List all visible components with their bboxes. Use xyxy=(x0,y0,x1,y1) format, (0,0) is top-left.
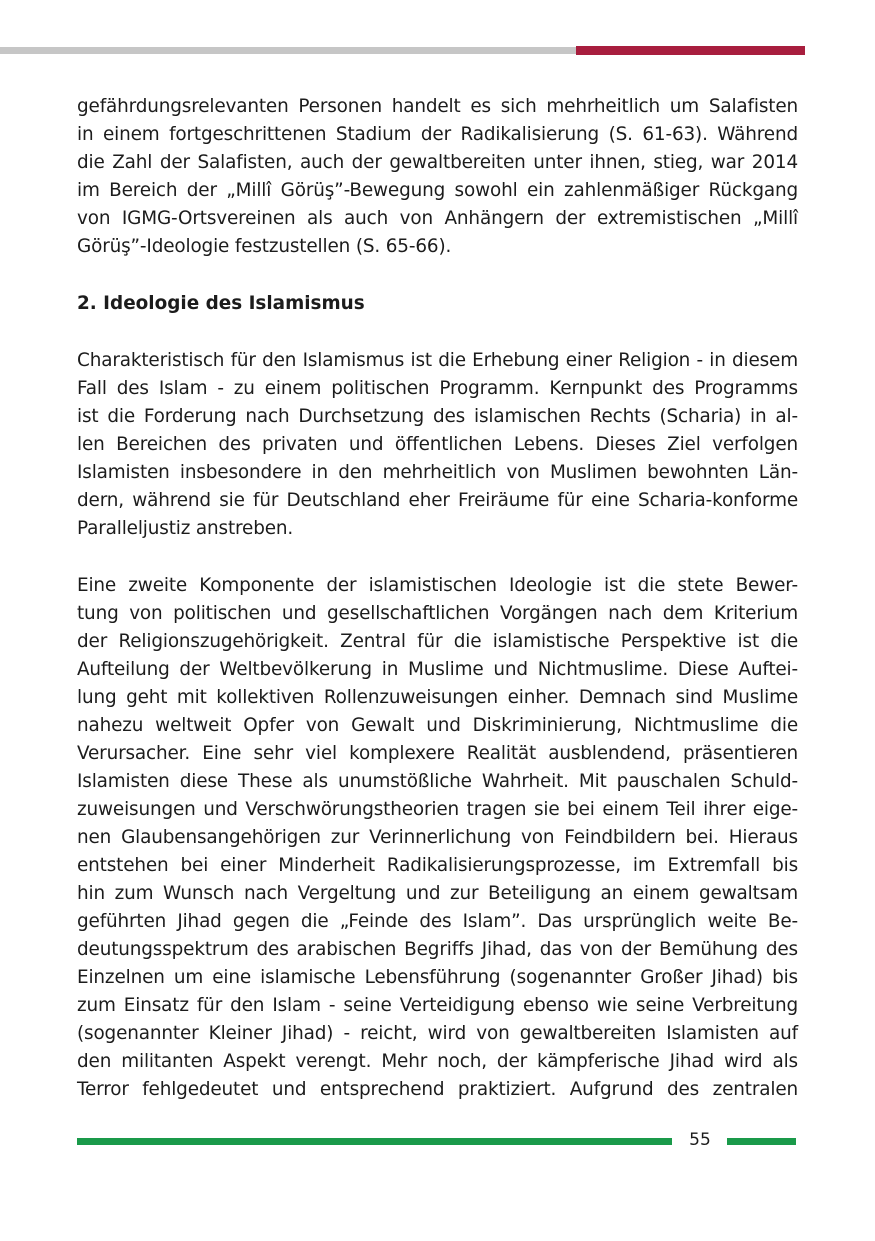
paragraph-2-line-6: dern, während sie für Deutschland eher Freiräume für eine Scharia-konforme xyxy=(77,490,798,511)
paragraph-3-line-16: zum Einsatz für den Islam - seine Verteidigung ebenso wie seine Verbreitung xyxy=(77,995,798,1016)
paragraph-1-line-3: die Zahl der Salafisten, auch der gewaltbereiten unter ihnen, stieg, war 2014 xyxy=(77,152,798,173)
paragraph-1-line-2: in einem fortgeschrittenen Stadium der Radikalisierung (S. 61-63). Während xyxy=(77,124,798,145)
paragraph-3-line-5: lung geht mit kollektiven Rollenzuweisungen einher. Demnach sind Muslime xyxy=(77,687,798,708)
paragraph-3-line-2: tung von politischen und gesellschaftlichen Vorgängen nach dem Kriterium xyxy=(77,603,798,624)
header-rule-accent xyxy=(576,46,805,55)
paragraph-3-line-8: Islamisten diese These als unumstößliche Wahrheit. Mit pauschalen Schuld- xyxy=(77,771,798,792)
paragraph-1-line-1: gefährdungsrelevanten Personen handelt es sich mehrheitlich um Salafisten xyxy=(77,96,798,117)
paragraph-3-line-10: nen Glaubensangehörigen zur Verinnerlichung von Feindbildern bei. Hieraus xyxy=(77,827,798,848)
header-rule-gray xyxy=(0,47,576,54)
paragraph-3-line-18: den militanten Aspekt verengt. Mehr noch, der kämpferische Jihad wird als xyxy=(77,1051,798,1072)
paragraph-3-line-11: entstehen bei einer Minderheit Radikalisierungsprozesse, im Extremfall bis xyxy=(77,855,798,876)
paragraph-3-line-7: Verursacher. Eine sehr viel komplexere Realität ausblendend, präsentieren xyxy=(77,743,798,764)
paragraph-3-line-12: hin zum Wunsch nach Vergeltung und zur Beteiligung an einem gewaltsam xyxy=(77,883,798,904)
paragraph-3-line-17: (sogenannter Kleiner Jihad) - reicht, wird von gewaltbereiten Islamisten auf xyxy=(77,1023,798,1044)
paragraph-3-line-3: der Religionszugehörigkeit. Zentral für die islamistische Perspektive ist die xyxy=(77,631,798,652)
paragraph-3-line-15: Einzelnen um eine islamische Lebensführung (sogenannter Großer Jihad) bis xyxy=(77,967,798,988)
paragraph-2-line-2: Fall des Islam - zu einem politischen Programm. Kernpunkt des Programms xyxy=(77,378,798,399)
paragraph-3-line-1: Eine zweite Komponente der islamistischen Ideologie ist die stete Bewer- xyxy=(77,575,798,596)
footer-rule-left xyxy=(77,1138,672,1145)
paragraph-3-line-14: deutungsspektrum des arabischen Begriffs Jihad, das von der Bemühung des xyxy=(77,939,798,960)
section-heading: 2. Ideologie des Islamismus xyxy=(77,293,365,314)
paragraph-3-line-9: zuweisungen und Verschwörungstheorien tragen sie bei einem Teil ihrer eige- xyxy=(77,799,798,820)
paragraph-3-line-6: nahezu weltweit Opfer von Gewalt und Diskriminierung, Nichtmuslime die xyxy=(77,715,798,736)
paragraph-2-line-7: Paralleljustiz anstreben. xyxy=(77,518,294,539)
paragraph-3-line-4: Aufteilung der Weltbevölkerung in Muslime und Nichtmuslime. Diese Auftei- xyxy=(77,659,798,680)
paragraph-1-line-4: im Bereich der „Millî Görüş”-Bewegung sowohl ein zahlenmäßiger Rückgang xyxy=(77,180,798,201)
paragraph-2-line-5: Islamisten insbesondere in den mehrheitlich von Muslimen bewohnten Län- xyxy=(77,462,798,483)
paragraph-1-line-5: von IGMG-Ortsvereinen als auch von Anhängern der extremistischen „Millî xyxy=(77,208,798,229)
paragraph-2-line-3: ist die Forderung nach Durchsetzung des islamischen Rechts (Scharia) in al- xyxy=(77,406,798,427)
footer-rule-right xyxy=(727,1138,796,1145)
paragraph-2-line-4: len Bereichen des privaten und öffentlichen Lebens. Dieses Ziel verfolgen xyxy=(77,434,798,455)
paragraph-3-line-13: geführten Jihad gegen die „Feinde des Islam”. Das ursprünglich weite Be- xyxy=(77,911,798,932)
paragraph-1-line-6: Görüş”-Ideologie festzustellen (S. 65-66). xyxy=(77,236,452,257)
page-number: 55 xyxy=(689,1130,711,1150)
paragraph-3-line-19: Terror fehlgedeutet und entsprechend praktiziert. Aufgrund des zentralen xyxy=(77,1079,798,1100)
paragraph-2-line-1: Charakteristisch für den Islamismus ist die Erhebung einer Religion - in diesem xyxy=(77,350,798,371)
